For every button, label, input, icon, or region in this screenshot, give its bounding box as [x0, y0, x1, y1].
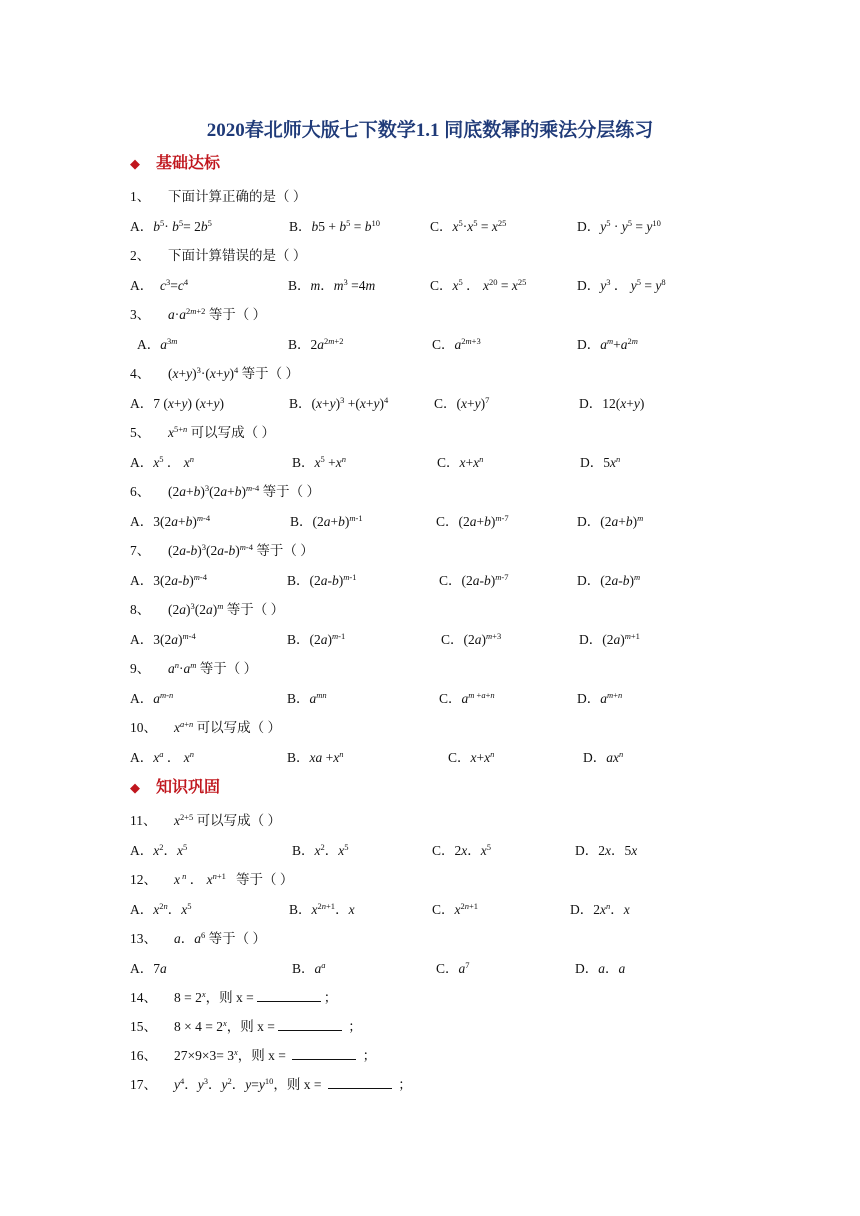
question-text: 可以写成（ ）: [190, 425, 276, 440]
question-number: 5、: [130, 425, 151, 440]
q9-option-a: A．$a^{m-n}$: [130, 690, 174, 706]
question-number: 7、: [130, 543, 151, 558]
q3-option-a: A．$a^{3m}$: [137, 336, 178, 352]
question-text: 等于（ ）: [226, 602, 285, 617]
question-number: 9、: [130, 661, 151, 676]
q11-option-d: D．2x．5x: [575, 843, 638, 858]
question-text: 下面计算错误的是（ ）: [168, 248, 307, 263]
question-text: 等于（ ）: [241, 366, 299, 381]
question-text: 可以写成（ ）: [196, 813, 282, 828]
question-number: 4、: [130, 366, 151, 381]
question-15: 15、 $8 \times 4 = 2^x$，则 x = ；: [130, 1015, 362, 1035]
question-2: [130, 244, 306, 264]
question-number: 10、: [130, 720, 157, 735]
q13-option-c: C．$a^7$: [436, 960, 470, 976]
q3-option-d: D．$a^m+a^{2m}$: [577, 336, 638, 352]
q2-option-b: B．m．$m^3 =4m$: [288, 277, 376, 293]
q3-option-c: C．$a^{2m+3}$: [432, 336, 481, 352]
question-number: 12、: [130, 872, 157, 887]
question-number: 16、: [130, 1048, 157, 1063]
question-10: 10、 $x^{a+n}$ 可以写成（ ）: [130, 716, 281, 736]
q1-option-c: C．$x^5\cdot x^5 = x^{25}$: [430, 218, 507, 234]
question-7: 7、 $(2a-b)^3(2a-b)^{m-4}$ 等于（ ）: [130, 539, 314, 559]
question-text: 等于（ ）: [256, 543, 314, 558]
q2-option-c: C．$x^5$ ． $x^{20} = x^{25}$: [430, 277, 527, 293]
question-text: 等于（ ）: [199, 661, 258, 676]
question-9: 9、 $a^n\cdot a^m$ 等于（ ）: [130, 657, 257, 677]
question-text: ，则 x =: [205, 990, 254, 1005]
q6-option-a: A．$3(2a+b)^{m-4}$: [130, 513, 211, 529]
q2-option-d: D．$y^3$ ． $y^5 = y^8$: [577, 277, 666, 293]
question-14: 14、 $8 = 2^x$，则 x = ；: [130, 986, 337, 1006]
answer-blank[interactable]: [257, 990, 321, 1002]
question-4: 4、 $(x+y)^3\cdot(x+y)^4$ 等于（ ）: [130, 362, 299, 382]
question-text: ，则 x =: [273, 1077, 322, 1092]
question-text: 可以写成（ ）: [196, 720, 282, 735]
q9-option-d: D．$a^{m+n}$: [577, 690, 623, 706]
section-heading-consolidation: [130, 774, 220, 797]
q4-option-b: B．$(x+y)^3 +(x+y)^4$: [289, 395, 389, 411]
q7-option-d: D．$(2a-b)^m$: [577, 572, 641, 588]
q5-option-d: D．$5x^n$: [580, 454, 621, 470]
question-text: 等于（ ）: [208, 931, 266, 946]
answer-blank[interactable]: [328, 1077, 392, 1089]
page-title: 2020春北师大版七下数学1.1 同底数幂的乘法分层练习: [206, 120, 654, 141]
q10-option-a: A．$x^a$ ． $x^n$: [130, 749, 194, 765]
question-3: 3、 $a\cdot a^{2m+2}$ 等于（ ）: [130, 303, 266, 323]
q6-option-b: B．$(2a+b)^{m-1}$: [290, 513, 363, 529]
q5-option-b: B．$x^5 +x^n$: [292, 454, 347, 470]
q7-option-c: C．$(2a-b)^{m-7}$: [439, 572, 509, 588]
question-text: 等于（ ）: [208, 307, 267, 322]
answer-blank[interactable]: [278, 1019, 342, 1031]
q1-option-a: A．$b^5\cdot b^5= 2b^5$: [130, 218, 212, 234]
question-number: 14、: [130, 990, 157, 1005]
q11-option-b: B．$x^2$．$x^5$: [292, 842, 349, 858]
q5-option-a: A．$x^5$ ． $x^n$: [130, 454, 194, 470]
q12-option-a: A．$x^{2n}$．$x^5$: [130, 901, 192, 917]
question-6: 6、 $(2a+b)^3(2a+b)^{m-4}$ 等于（ ）: [130, 480, 320, 500]
question-text: 下面计算正确的是（ ）: [168, 189, 307, 204]
q9-option-b: B．$a^{mn}$: [287, 690, 327, 706]
q1-option-b: B．$b5 + b^5 = b^{10}$: [289, 218, 381, 234]
q13-option-a: A．7a: [130, 961, 167, 976]
q6-option-d: D．$(2a+b)^m$: [577, 513, 644, 529]
section-heading-basic: [130, 150, 220, 173]
q13-option-d: D．a．a: [575, 961, 626, 976]
q4-option-d: D．12(x+y): [579, 396, 645, 411]
question-17: 17、 $y^4$．$y^3$．$y^2$．$y=y^{10}$，则 x = ；: [130, 1073, 412, 1093]
diamond-bullet-icon: ◆: [130, 780, 140, 795]
q7-option-a: A．$3(2a-b)^{m-4}$: [130, 572, 207, 588]
question-text: 等于（ ）: [236, 872, 294, 887]
q6-option-c: C．$(2a+b)^{m-7}$: [436, 513, 509, 529]
q8-option-a: A．$3(2a)^{m-4}$: [130, 631, 196, 647]
question-text: 等于（ ）: [262, 484, 320, 499]
q1-option-d: D．$y^5 \cdot y^5 = y^{10}$: [577, 218, 661, 234]
q5-option-c: C．$x+x^n$: [437, 454, 484, 470]
question-number: 1、: [130, 189, 151, 204]
q9-option-c: C．$a^{m +a+n}$: [439, 690, 495, 706]
question-11: 11、 $x^{2+5}$ 可以写成（ ）: [130, 809, 281, 829]
question-1: [130, 185, 306, 205]
q4-option-a: A．7 (x+y) (x+y): [130, 396, 224, 411]
answer-blank[interactable]: [292, 1048, 356, 1060]
question-8: 8、 $(2a)^3(2a)^m$ 等于（ ）: [130, 598, 284, 618]
question-number: 8、: [130, 602, 151, 617]
question-number: 3、: [130, 307, 151, 322]
q12-option-c: C．$x^{2n+1}$: [432, 901, 479, 917]
question-number: 11、: [130, 813, 157, 828]
diamond-bullet-icon: ◆: [130, 156, 140, 171]
question-5: 5、 $x^{5+n}$ 可以写成（ ）: [130, 421, 275, 441]
q8-option-b: B．$(2a)^{m-1}$: [287, 631, 346, 647]
question-number: 6、: [130, 484, 151, 499]
q10-option-b: B．xa $+x^n$: [287, 749, 344, 765]
q2-option-a: A． $c^3=c^4$: [130, 277, 189, 293]
q11-option-a: A．$x^2$．$x^5$: [130, 842, 188, 858]
q11-option-c: C．2x．$x^5$: [432, 842, 492, 858]
q7-option-b: B．$(2a-b)^{m-1}$: [287, 572, 357, 588]
q10-option-c: C．$x+x^n$: [448, 749, 495, 765]
question-12: 12、 x $^n$ ． $x^{n+1}$ 等于（ ）: [130, 868, 293, 888]
question-number: 17、: [130, 1077, 157, 1092]
q8-option-c: C．$(2a)^{m+3}$: [441, 631, 502, 647]
q13-option-b: B．$a^a$: [292, 960, 326, 976]
question-13: 13、 a．$a^6$ 等于（ ）: [130, 927, 266, 947]
q12-option-b: B．$x^{2n+1}$．x: [289, 901, 355, 917]
question-16: 16、 $27\times 9\times 3= 3^x$，则 x = ；: [130, 1044, 376, 1064]
q4-option-c: C．$(x+y)^7$: [434, 395, 490, 411]
question-number: 2、: [130, 248, 151, 263]
question-text: ，则 x =: [237, 1048, 286, 1063]
question-text: ，则 x =: [226, 1019, 275, 1034]
section-label: 知识巩固: [156, 779, 221, 796]
q8-option-d: D．$(2a)^{m+1}$: [579, 631, 640, 647]
question-number: 15、: [130, 1019, 157, 1034]
section-label: 基础达标: [156, 155, 221, 172]
question-number: 13、: [130, 931, 157, 946]
q12-option-d: D．$2x^n$．x: [570, 901, 630, 917]
q10-option-d: D．$ax^n$: [583, 749, 624, 765]
q3-option-b: B．$2a^{2m+2}$: [288, 336, 344, 352]
